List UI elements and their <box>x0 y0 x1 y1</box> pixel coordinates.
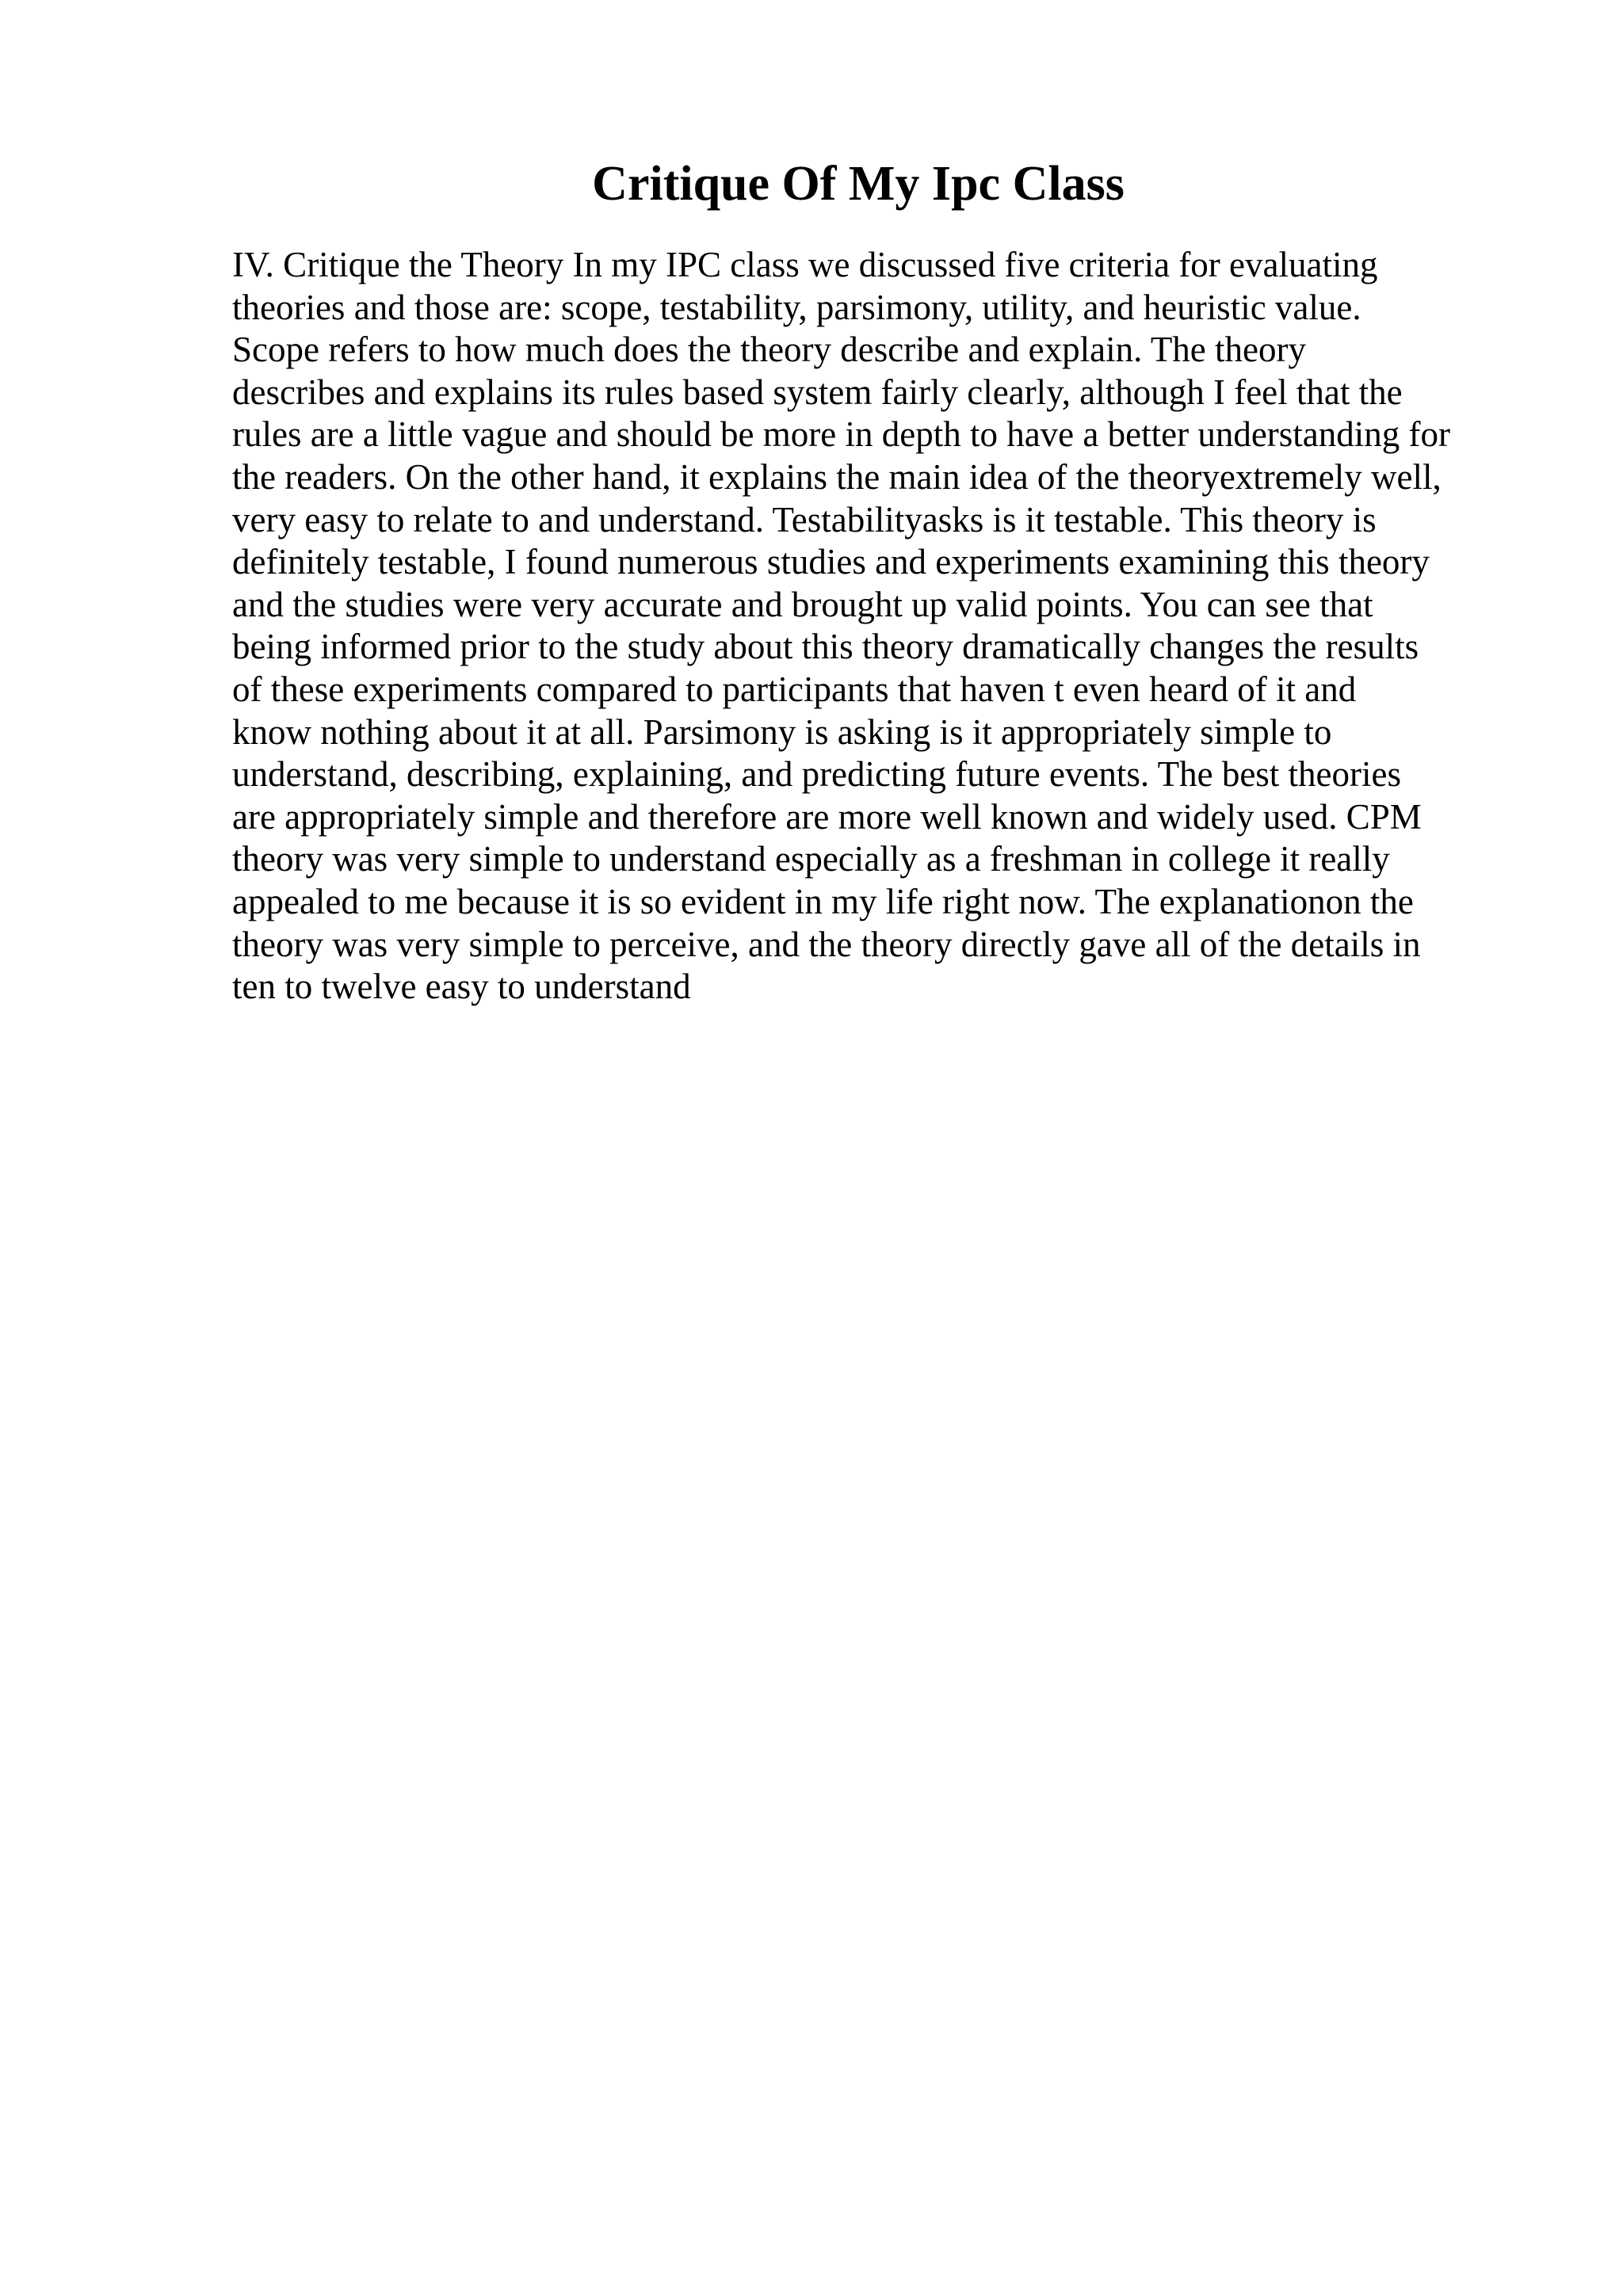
body-line: and the studies were very accurate and brought up valid points. You can see that <box>232 584 1373 624</box>
body-line: Scope refers to how much does the theory describe and explain. The theory <box>232 330 1306 370</box>
body-line: being informed prior to the study about this theory dramatically changes the results <box>232 627 1419 667</box>
body-line: understand, describing, explaining, and predicting future events. The best theories <box>232 754 1402 795</box>
body-line: IV. Critique the Theory In my IPC class we discussed five criteria for evaluating <box>232 245 1378 284</box>
body-line: appealed to me because it is so evident in my life right now. The explanationon the <box>232 881 1414 921</box>
body-line: definitely testable, I found numerous studies and experiments examining this theory <box>232 542 1430 582</box>
document-body <box>232 244 1595 1009</box>
body-line: theory was very simple to perceive, and the theory directly gave all of the details in <box>232 924 1421 964</box>
body-line: know nothing about it at all. Parsimony is asking is it appropriately simple to <box>232 711 1332 752</box>
body-line: ten to twelve easy to understand <box>232 967 691 1007</box>
body-line: are appropriately simple and therefore are more well known and widely used. CPM <box>232 796 1422 837</box>
body-line: of these experiments compared to participants that haven t even heard of it and <box>232 669 1357 709</box>
body-line: describes and explains its rules based system fairly clearly, although I feel that the <box>232 372 1403 412</box>
body-line: theories and those are: scope, testability, parsimony, utility, and heuristic value. <box>232 287 1361 327</box>
body-line: theory was very simple to understand especially as a freshman in college it really <box>232 839 1390 879</box>
body-line: very easy to relate to and understand. Testabilityasks is it testable. This theory is <box>232 499 1377 540</box>
body-line: the readers. On the other hand, it explains the main idea of the theoryextremely well, <box>232 456 1442 497</box>
document-title: Critique Of My Ipc Class <box>592 157 1125 211</box>
body-line: rules are a little vague and should be more in depth to have a better understanding for <box>232 414 1450 455</box>
